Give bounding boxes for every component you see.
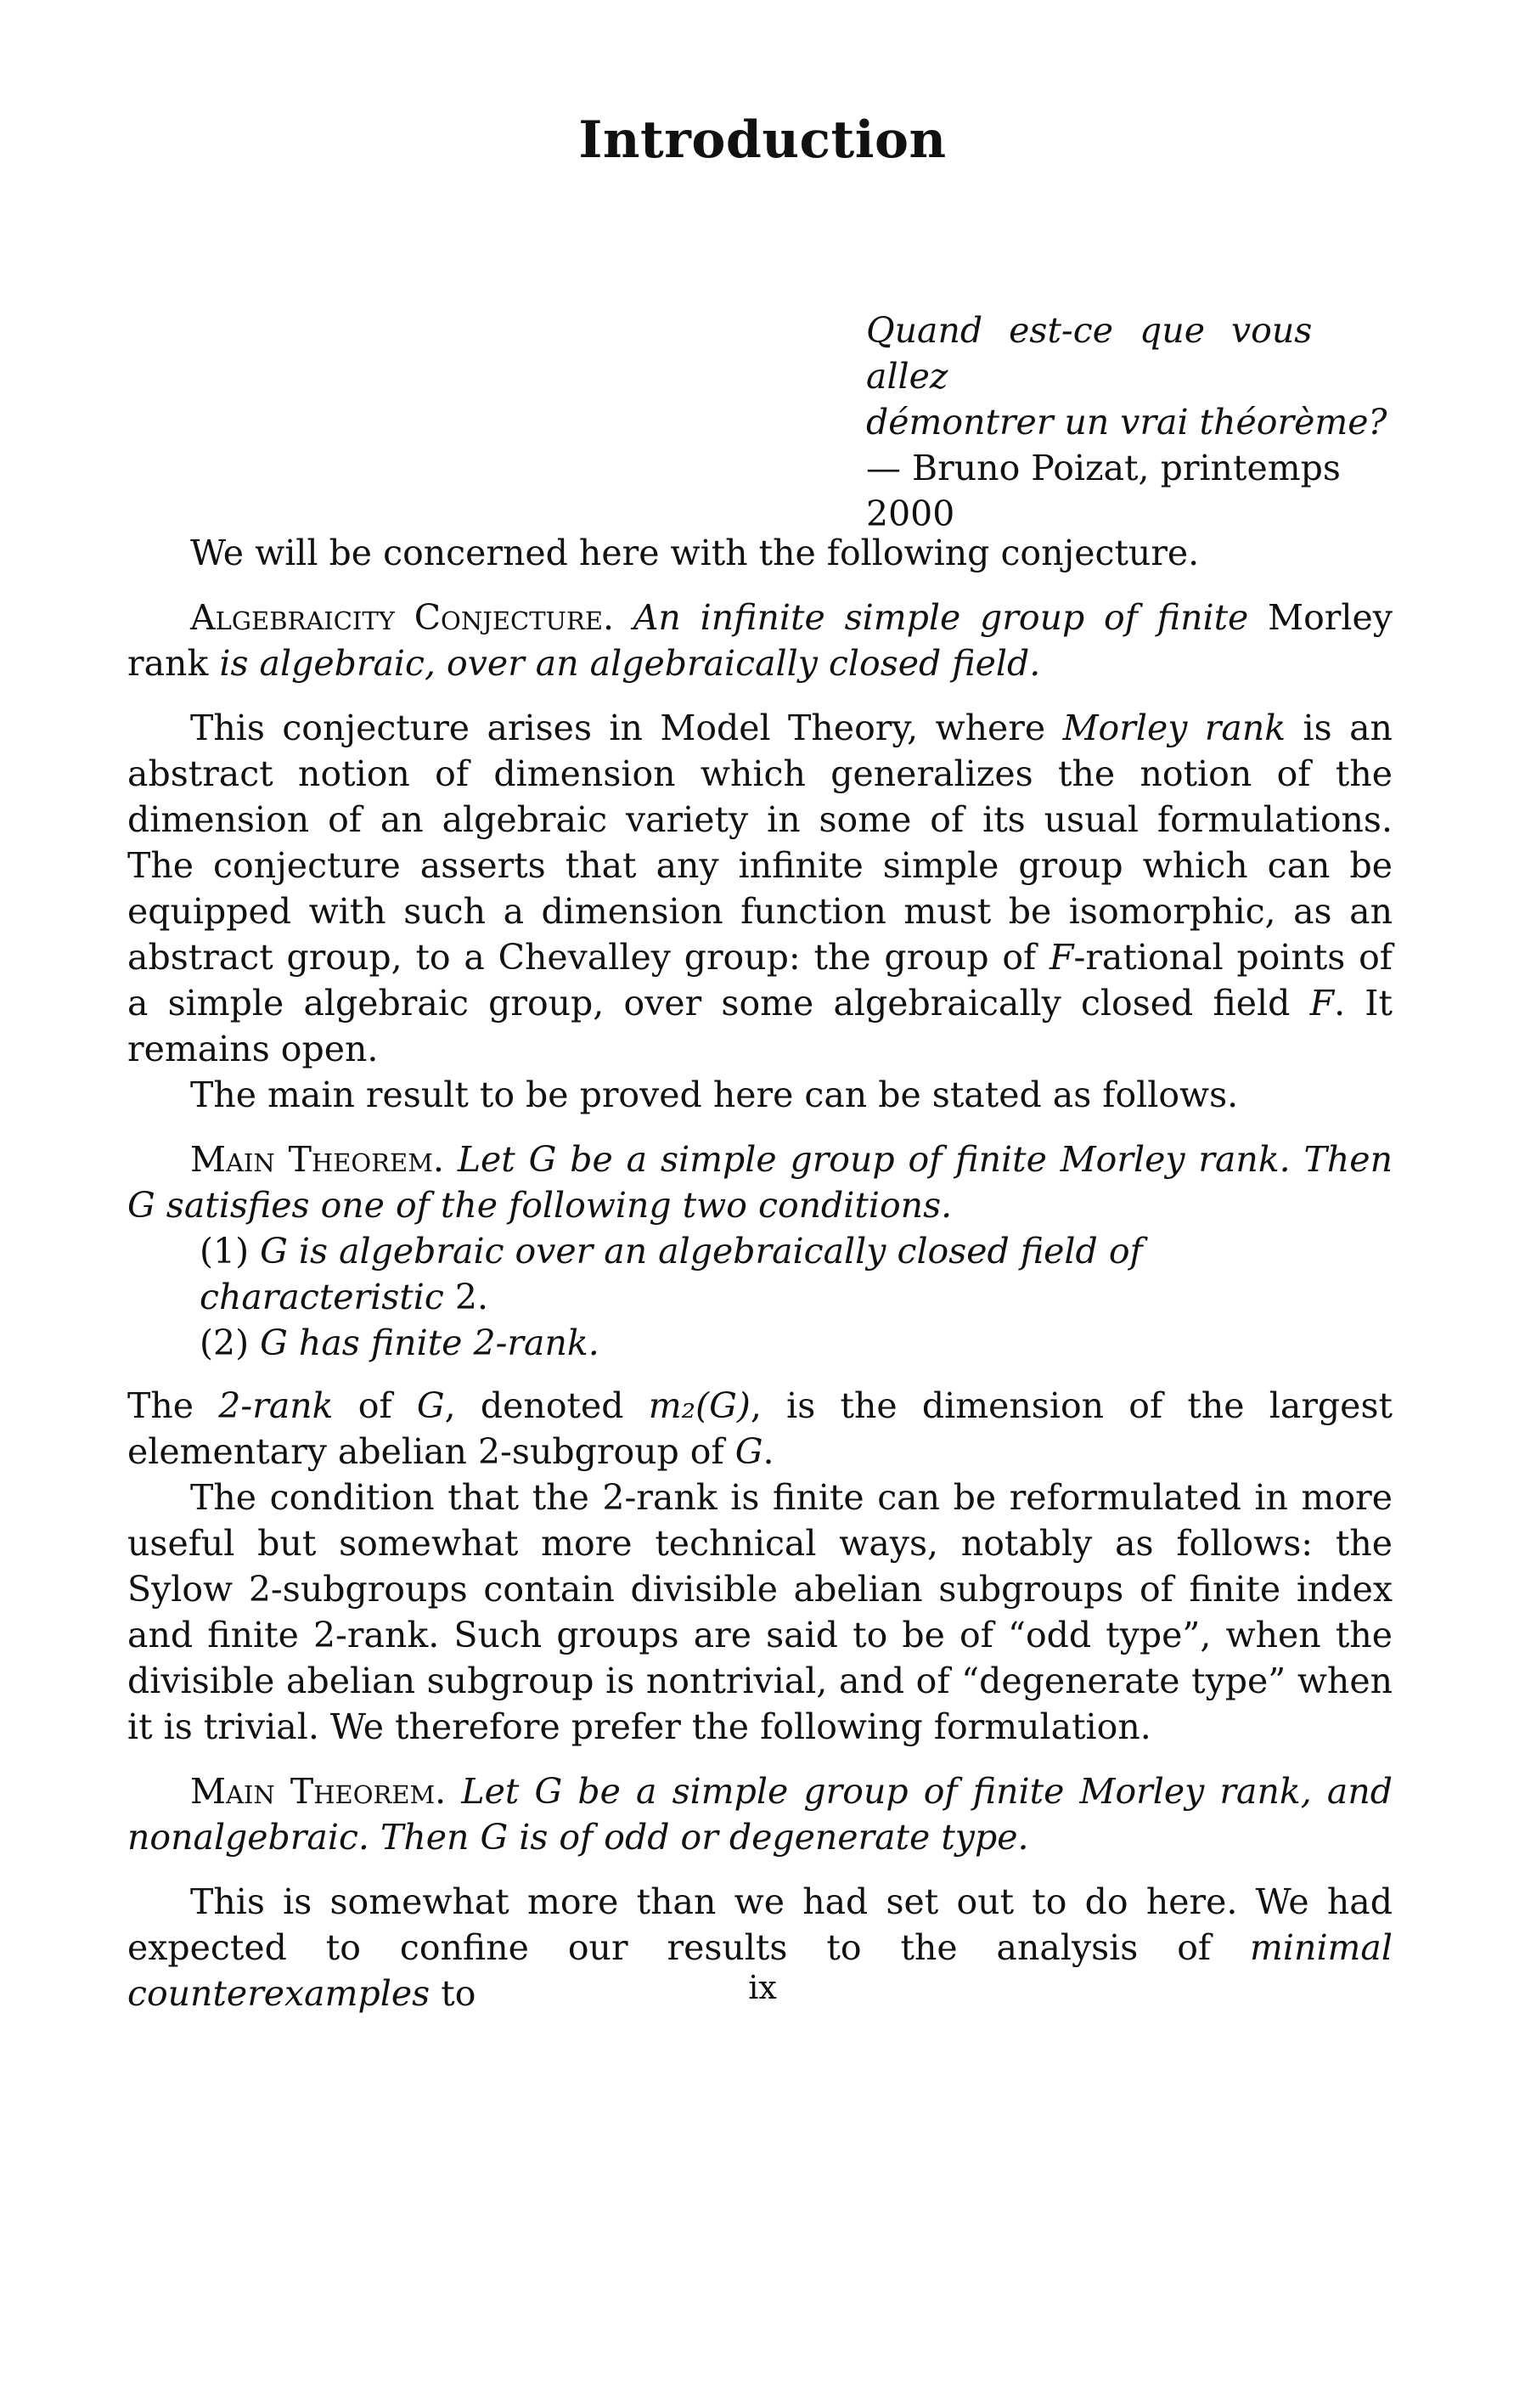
conjecture-label: Algebraicity Conjecture. <box>190 597 615 638</box>
condition-2-value: 2-rank. <box>473 1322 599 1363</box>
p5-text: The condition that the 2-rank is finite can be reformulated in more useful but somewhat more technical ways, notably as follows: the Sylow 2-subgroups contain divisible abelian subgroups of finite index and finite 2-rank. Such groups are said to be of “odd type”, when the divisible abelian subgroup is nontrivial, and of “degenerate type” when it is trivial. We therefore prefer the following formulation. <box>127 1477 1393 1747</box>
conjecture-text-c: rank <box>127 643 209 684</box>
conjecture <box>127 595 1393 686</box>
main-theorem-2-text: Let G be a simple group of finite Morley rank, and nonalgebraic. Then G is of odd or degenerate type. <box>127 1771 1393 1858</box>
conjecture-text-b: Morley <box>1268 597 1393 638</box>
paragraph-model-theory <box>127 705 1393 1072</box>
chapter-title: Introduction <box>578 110 947 170</box>
p2-text-d: . It remains open. <box>127 983 1393 1069</box>
conjecture-text-d: is algebraic, over an algebraically closed field. <box>219 643 1041 684</box>
p4-symbol-g: G <box>416 1385 445 1426</box>
condition-1-text: G is algebraic over an algebraically closed field of characteristic <box>200 1231 1143 1317</box>
main-text <box>127 530 1393 2016</box>
p6-term-minimal-counterexamples: minimal counterexamples <box>127 1927 1393 2014</box>
p4-symbol-m2: m₂(G) <box>648 1385 751 1426</box>
paragraph-intro <box>127 530 1393 576</box>
p4-text-b: of <box>357 1385 392 1426</box>
p2-text-a: This conjecture arises in Model Theory, where <box>190 708 1046 748</box>
p3-text: The main result to be proved here can be stated as follows. <box>190 1074 1239 1115</box>
condition-2-text: G has finite <box>260 1322 463 1363</box>
main-theorem-1-text: Let G be a simple group of finite Morley rank. Then G satisfies one of the following two conditions. <box>127 1139 1393 1226</box>
epigraph <box>866 307 1410 537</box>
condition-2-number: (2) <box>200 1322 250 1363</box>
paragraph-finite-2-rank <box>127 1475 1393 1750</box>
theorem-condition-1 <box>127 1228 1393 1320</box>
p6-text-a: This is somewhat more than we had set out to do here. We had expected to confine our results to the analysis of <box>127 1881 1393 1968</box>
main-theorem-2 <box>127 1768 1393 1860</box>
epigraph-line-1: Quand est-ce que vous allez <box>866 310 1313 397</box>
epigraph-line-2: démontrer un vrai théorème? <box>866 402 1387 443</box>
theorem-condition-2 <box>127 1320 1393 1366</box>
condition-1-value: 2. <box>454 1277 489 1317</box>
paragraph-main-result <box>127 1072 1393 1118</box>
p2-text-b: is an abstract notion of dimension which generalizes the notion of the dimension of an algebraic variety in some of its usual formulations. The conjecture asserts that any infinite simple group which can be equipped with such a dimension function must be isomorphic, as an abstract group, to a Chevalley group: the group of <box>127 708 1393 978</box>
p6-text-b: to <box>441 1973 476 2014</box>
main-theorem-2-label: Main Theorem. <box>190 1771 447 1812</box>
conjecture-text-a: An infinite simple group of finite <box>633 597 1249 638</box>
paragraph-2-rank-definition <box>127 1383 1393 1475</box>
main-theorem-1-label: Main Theorem. <box>190 1139 444 1180</box>
p2-text-c: -rational points of a simple algebraic group, over some algebraically closed field <box>127 937 1393 1024</box>
condition-1-number: (1) <box>200 1231 250 1272</box>
p4-text-a: The <box>127 1385 194 1426</box>
paragraph-intro-text: We will be concerned here with the following conjecture. <box>190 533 1200 573</box>
p2-symbol-f1: F <box>1049 937 1074 978</box>
p4-text-d: , is the dimension of the largest elementary abelian 2-subgroup of <box>127 1385 1393 1472</box>
p4-term-2-rank: 2-rank <box>218 1385 334 1426</box>
main-theorem-1 <box>127 1136 1393 1228</box>
p2-symbol-f2: F <box>1309 983 1335 1024</box>
epigraph-attribution: — Bruno Poizat, printemps 2000 <box>866 448 1341 534</box>
p4-text-e: . <box>762 1431 774 1472</box>
page-number: ix <box>748 1969 777 2006</box>
p4-symbol-g2: G <box>734 1431 763 1472</box>
p2-term-morley-rank: Morley rank <box>1062 708 1286 748</box>
p4-text-c: , denoted <box>444 1385 624 1426</box>
